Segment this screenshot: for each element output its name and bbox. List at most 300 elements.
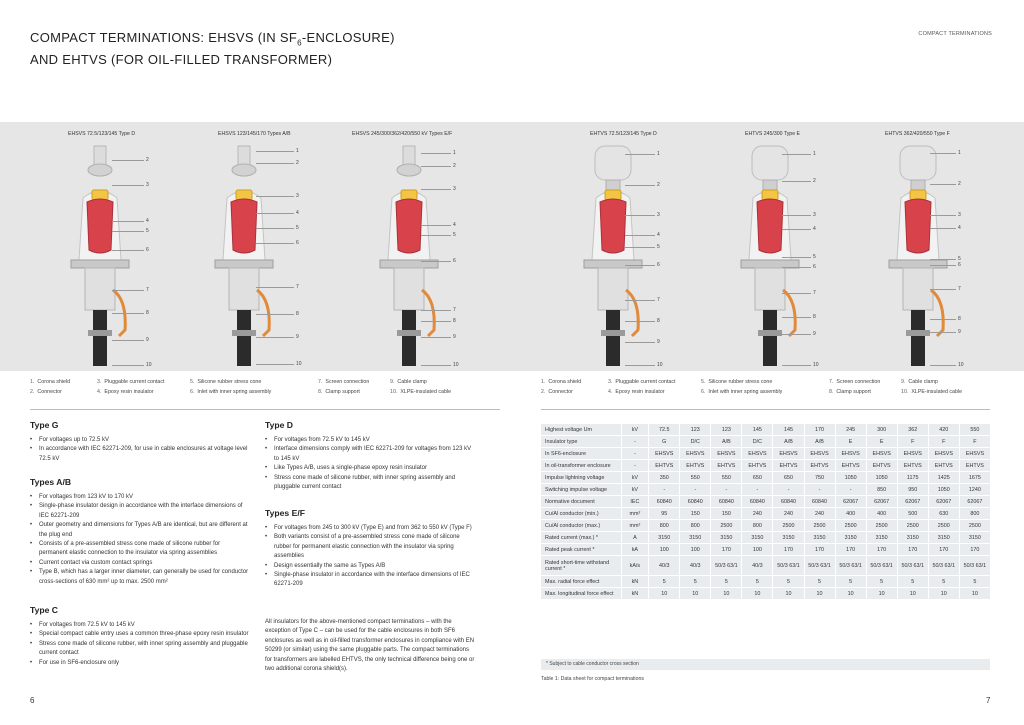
legend-text: Connector (548, 389, 573, 395)
page-title (30, 30, 550, 68)
callout-leader (112, 185, 144, 186)
table-cell: 50/3 63/1 (897, 556, 928, 575)
table-cell: 5 (710, 576, 741, 587)
table-cell: mm² (621, 508, 649, 519)
title-part1: COMPACT TERMINATIONS: EHSVS (IN SF (30, 30, 298, 45)
callout-number: 5 (958, 256, 961, 262)
table-cell: F (897, 436, 928, 447)
callout-leader (782, 267, 811, 268)
cable-clamp-shape (758, 330, 782, 336)
table-cell: 3150 (959, 532, 990, 543)
callout-number: 7 (958, 286, 961, 292)
legend-number: 1. (541, 379, 546, 385)
table-cell: 5 (928, 576, 959, 587)
legend-item (97, 389, 154, 395)
row-label: Cu/Al conductor (min.) (541, 508, 621, 519)
callout-leader (782, 154, 811, 155)
table-cell: 170 (710, 544, 741, 555)
stress-cone-shape (231, 199, 257, 253)
corona-shield-shape (900, 146, 936, 180)
table-cell: 170 (772, 544, 803, 555)
table-cell: 1050 (866, 472, 897, 483)
bullet-item: • Interface dimensions comply with IEC 62271-209 for voltages from 123 kV to 145 kV (265, 445, 477, 464)
table-cell: 62067 (835, 496, 866, 507)
corona-shield-shape (232, 164, 256, 176)
stress-cone-shape (600, 199, 626, 253)
table-cell: 170 (897, 544, 928, 555)
table-cell: 800 (648, 520, 679, 531)
cable-shape (402, 310, 416, 366)
callout-number: 9 (146, 337, 149, 343)
table-cell: 2500 (928, 520, 959, 531)
legend-number: 9. (901, 379, 906, 385)
heading-type-g: Type G (30, 420, 59, 430)
table-cell: 350 (648, 472, 679, 483)
callout-number: 9 (453, 334, 456, 340)
callout-number: 7 (296, 284, 299, 290)
callout-leader (256, 337, 294, 338)
callout-number: 6 (453, 258, 456, 264)
spec-table (541, 423, 990, 600)
heading-types-ef: Types E/F (265, 508, 305, 518)
spring-inlet-shape (903, 268, 933, 310)
table-cell: 5 (959, 576, 990, 587)
callout-number: 6 (958, 262, 961, 268)
row-label: Rated current (max.) * (541, 532, 621, 543)
callout-number: 2 (657, 182, 660, 188)
callout-leader (782, 365, 811, 366)
legend-item (701, 379, 772, 385)
callout-leader (930, 289, 956, 290)
table-cell: 2500 (772, 520, 803, 531)
callout-number: 7 (146, 287, 149, 293)
table-cell: 3150 (928, 532, 959, 543)
callout-leader (421, 321, 451, 322)
callout-leader (625, 265, 655, 266)
callout-leader (782, 257, 811, 258)
list-types-ab (30, 493, 250, 587)
legend-item (97, 379, 165, 385)
table-cell: - (679, 484, 710, 495)
table-cell: 5 (741, 576, 772, 587)
table-cell: EHTVS (897, 460, 928, 471)
bullet-item: • For voltages up to 72.5 kV (30, 436, 250, 445)
callout-leader (112, 313, 144, 314)
callout-number: 9 (813, 331, 816, 337)
callout-leader (112, 160, 144, 161)
callout-number: 8 (146, 310, 149, 316)
table-cell: 950 (897, 484, 928, 495)
callout-number: 3 (296, 193, 299, 199)
callout-leader (421, 310, 451, 311)
table-cell: 2500 (804, 520, 835, 531)
row-label: Max. radial force effect (541, 576, 621, 587)
bullet-item: • Stress cone made of silicone rubber, with inner spring assembly and pluggable current contact (265, 474, 477, 493)
legend-number: 10. (901, 389, 909, 395)
callout-number: 9 (958, 329, 961, 335)
table-cell: kN (621, 588, 649, 599)
table-row (541, 544, 990, 555)
callout-number: 10 (453, 362, 459, 368)
callout-number: 4 (958, 225, 961, 231)
table-cell: 650 (772, 472, 803, 483)
callout-leader (112, 250, 144, 251)
stress-cone-shape (757, 199, 783, 253)
table-cell: kV (621, 472, 649, 483)
bullet-item: • For voltages from 72.5 kV to 145 kV (265, 436, 477, 445)
table-cell: EHSVS (897, 448, 928, 459)
callout-number: 8 (296, 311, 299, 317)
flange-shape (215, 260, 273, 268)
legend-number: 7. (829, 379, 834, 385)
table-cell: 123 (710, 424, 741, 435)
table-cell: EHSVS (928, 448, 959, 459)
bullet-item: • Consists of a pre-assembled stress cone made of silicone rubber for permanent elastic connection to the insulator via spring assemblies (30, 540, 250, 559)
divider-right (541, 409, 990, 410)
legend-number: 2. (30, 389, 35, 395)
table-cell: EHTVS (804, 460, 835, 471)
legend-number: 8. (318, 389, 323, 395)
table-cell: 10 (804, 588, 835, 599)
callout-leader (256, 163, 294, 164)
callout-leader (256, 243, 294, 244)
table-cell: kA (621, 544, 649, 555)
table-cell: EHTVS (772, 460, 803, 471)
callout-leader (782, 293, 811, 294)
legend-item (701, 389, 782, 395)
callout-leader (625, 300, 655, 301)
table-header-row (541, 424, 990, 435)
callout-leader (421, 261, 451, 262)
table-cell: 240 (741, 508, 772, 519)
table-cell: 10 (959, 588, 990, 599)
table-row (541, 436, 990, 447)
table-cell: 550 (710, 472, 741, 483)
heading-type-c: Type C (30, 605, 59, 615)
table-cell: 10 (835, 588, 866, 599)
table-row (541, 508, 990, 519)
callout-leader (421, 235, 451, 236)
legend-text: Cable clamp (397, 379, 427, 385)
corona-shield-shape (397, 164, 421, 176)
table-cell: 3150 (741, 532, 772, 543)
callout-leader (256, 314, 294, 315)
callout-number: 3 (453, 186, 456, 192)
callout-leader (421, 225, 451, 226)
table-cell: 300 (866, 424, 897, 435)
table-cell: EHSVS (741, 448, 772, 459)
callout-number: 2 (958, 181, 961, 187)
table-cell: 550 (679, 472, 710, 483)
cable-shape (93, 310, 107, 366)
callout-number: 7 (813, 290, 816, 296)
callout-leader (421, 189, 451, 190)
callout-number: 4 (296, 210, 299, 216)
table-cell: 170 (866, 544, 897, 555)
table-cell: IEC (621, 496, 649, 507)
heading-type-d: Type D (265, 420, 294, 430)
bullet-item: • For voltages from 72.5 kV to 145 kV (30, 621, 250, 630)
table-row (541, 556, 990, 575)
table-cell: - (648, 484, 679, 495)
table-cell: 3150 (804, 532, 835, 543)
callout-leader (112, 221, 144, 222)
callout-leader (625, 185, 655, 186)
table-cell: 362 (897, 424, 928, 435)
table-cell: 3150 (679, 532, 710, 543)
page-number-left: 6 (30, 696, 35, 705)
legend-text: Connector (37, 389, 62, 395)
table-cell: 2500 (835, 520, 866, 531)
table-cell: A (621, 532, 649, 543)
callout-number: 8 (958, 316, 961, 322)
legend-number: 8. (829, 389, 834, 395)
table-cell: 5 (835, 576, 866, 587)
callout-leader (625, 247, 655, 248)
bullet-item: • In accordance with IEC 62271-209, for use in cable enclosures at voltage level 72.5 kV (30, 445, 250, 464)
table-cell: - (621, 436, 649, 447)
table-cell: 60840 (804, 496, 835, 507)
table-cell: 145 (741, 424, 772, 435)
table-cell: 60840 (710, 496, 741, 507)
table-cell: A/B (710, 436, 741, 447)
table-cell: EHTVS (679, 460, 710, 471)
table-cell: EHTVS (710, 460, 741, 471)
callout-leader (930, 365, 956, 366)
table-cell: 10 (772, 588, 803, 599)
callout-leader (256, 228, 294, 229)
table-row (541, 472, 990, 483)
legend-text: Silicone rubber stress cone (708, 379, 773, 385)
table-cell: 5 (866, 576, 897, 587)
bullet-item: • Like Types A/B, uses a single-phase epoxy resin insulator (265, 464, 477, 473)
table-cell: 10 (648, 588, 679, 599)
table-cell: E (866, 436, 897, 447)
table-cell: D/C (741, 436, 772, 447)
table-row (541, 532, 990, 543)
row-label: Max. longitudinal force effect (541, 588, 621, 599)
table-cell: 400 (866, 508, 897, 519)
table-cell: 95 (648, 508, 679, 519)
bullet-item: • Special compact cable entry uses a common three-phase epoxy resin insulator (30, 630, 250, 639)
table-cell: EHSVS (710, 448, 741, 459)
legend-text: Silicone rubber stress cone (197, 379, 262, 385)
table-cell: 10 (710, 588, 741, 599)
table-row (541, 484, 990, 495)
table-cell: 5 (772, 576, 803, 587)
table-note: * Subject to cable conductor cross section (541, 659, 990, 670)
legend-item (829, 389, 871, 395)
callout-leader (421, 365, 451, 366)
table-cell: - (621, 448, 649, 459)
table-cell: 72.5 (648, 424, 679, 435)
table-cell: 240 (804, 508, 835, 519)
legend-item (190, 379, 261, 385)
callout-leader (782, 334, 811, 335)
callout-leader (930, 332, 956, 333)
table-cell: 150 (710, 508, 741, 519)
table-cell: 40/3 (648, 556, 679, 575)
spring-inlet-shape (394, 268, 424, 310)
table-cell: 850 (866, 484, 897, 495)
callout-number: 5 (657, 244, 660, 250)
running-head: COMPACT TERMINATIONS (918, 31, 992, 37)
callout-number: 5 (146, 228, 149, 234)
row-label: In SF6-enclosure (541, 448, 621, 459)
spring-inlet-shape (755, 268, 785, 310)
callout-leader (625, 321, 655, 322)
table-cell: 800 (959, 508, 990, 519)
table-cell: 145 (772, 424, 803, 435)
table-cell: 550 (959, 424, 990, 435)
table-cell: A/B (804, 436, 835, 447)
legend-item (390, 389, 451, 395)
table-cell: 60840 (679, 496, 710, 507)
table-cell: E (835, 436, 866, 447)
legend-item (901, 379, 938, 385)
table-row (541, 460, 990, 471)
bullet-item: • Single-phase insulator in accordance with the interface dimensions of IEC 62271-209 (265, 571, 477, 590)
cable-clamp-shape (397, 330, 421, 336)
row-label: Insulator type (541, 436, 621, 447)
table-cell: 650 (741, 472, 772, 483)
table-cell: 62067 (959, 496, 990, 507)
table-cell: 800 (741, 520, 772, 531)
callout-leader (782, 215, 811, 216)
table-cell: 170 (928, 544, 959, 555)
legend-text: XLPE-insulated cable (911, 389, 963, 395)
table-cell: EHSVS (648, 448, 679, 459)
table-cell: 50/3 63/1 (772, 556, 803, 575)
table-cell: 3150 (772, 532, 803, 543)
row-label: Switching impulse voltage (541, 484, 621, 495)
callout-leader (930, 228, 956, 229)
table-cell: 1675 (959, 472, 990, 483)
callout-leader (930, 184, 956, 185)
cable-clamp-shape (232, 330, 256, 336)
callout-number: 6 (296, 240, 299, 246)
table-cell: 50/3 63/1 (866, 556, 897, 575)
callout-number: 2 (296, 160, 299, 166)
table-cell: 170 (959, 544, 990, 555)
legend-text: Epoxy resin insulator (104, 389, 154, 395)
stress-cone-shape (396, 199, 422, 253)
table-cell: kA/s (621, 556, 649, 575)
table-cell: 3150 (648, 532, 679, 543)
legend-number: 6. (701, 389, 706, 395)
flange-shape (71, 260, 129, 268)
callout-number: 3 (146, 182, 149, 188)
callout-leader (421, 166, 451, 167)
table-cell: 2500 (866, 520, 897, 531)
table-cell: 1425 (928, 472, 959, 483)
table-cell: 2500 (959, 520, 990, 531)
table-cell: - (772, 484, 803, 495)
cable-clamp-shape (88, 330, 112, 336)
corona-shield-shape (88, 164, 112, 176)
table-cell: 100 (741, 544, 772, 555)
callout-leader (930, 215, 956, 216)
table-cell: 170 (804, 544, 835, 555)
callout-number: 10 (146, 362, 152, 368)
heading-types-ab: Types A/B (30, 477, 72, 487)
table-cell: 3150 (897, 532, 928, 543)
callout-leader (112, 290, 144, 291)
table-cell: - (741, 484, 772, 495)
table-cell: 150 (679, 508, 710, 519)
table-cell: 60840 (741, 496, 772, 507)
table-cell: - (621, 460, 649, 471)
callout-leader (256, 151, 294, 152)
cable-shape (237, 310, 251, 366)
table-cell: EHTVS (741, 460, 772, 471)
table-cell: G (648, 436, 679, 447)
table-cell: EHSVS (804, 448, 835, 459)
table-cell: 10 (866, 588, 897, 599)
row-label: Rated short-time withstand current * (541, 556, 621, 575)
cable-clamp-shape (601, 330, 625, 336)
callout-number: 1 (453, 150, 456, 156)
table-cell: 240 (772, 508, 803, 519)
table-cell: 100 (648, 544, 679, 555)
callout-leader (930, 153, 956, 154)
table-cell: kV (621, 484, 649, 495)
table-cell: 10 (741, 588, 772, 599)
callout-number: 9 (296, 334, 299, 340)
row-label: Impulse lightning voltage (541, 472, 621, 483)
table-caption: Table 1: Data sheet for compact terminations (541, 676, 644, 682)
legend-item (608, 379, 676, 385)
callout-leader (256, 364, 294, 365)
callout-leader (256, 287, 294, 288)
table-cell: EHSVS (866, 448, 897, 459)
callout-number: 1 (657, 151, 660, 157)
table-cell: EHTVS (959, 460, 990, 471)
title-part2: -ENCLOSURE) (301, 30, 395, 45)
table-cell: 5 (897, 576, 928, 587)
legend-item (829, 379, 880, 385)
diagram-label: EHSVS 245/300/362/420/550 kV Types E/F (352, 131, 453, 137)
stress-cone-shape (905, 199, 931, 253)
legend-number: 5. (190, 379, 195, 385)
callout-number: 2 (453, 163, 456, 169)
table-cell: 1050 (928, 484, 959, 495)
legend-text: Corona shield (548, 379, 582, 385)
list-type-g (30, 436, 250, 464)
callout-number: 6 (657, 262, 660, 268)
callout-number: 1 (296, 148, 299, 154)
table-cell: F (928, 436, 959, 447)
table-cell: 750 (804, 472, 835, 483)
callout-number: 7 (453, 307, 456, 313)
table-cell: F (959, 436, 990, 447)
callout-leader (625, 154, 655, 155)
legend-text: Epoxy resin insulator (615, 389, 665, 395)
bullet-item: • Stress cone made of silicone rubber, with inner spring assembly and pluggable current contact (30, 640, 250, 659)
callout-leader (625, 365, 655, 366)
legend-text: Cable clamp (908, 379, 938, 385)
legend-number: 3. (608, 379, 613, 385)
bullet-item: • Both variants consist of a pre-assembled stress cone made of silicone rubber for permanent elastic connection with the insulator via spring assemblies (265, 533, 477, 561)
table-cell: 3150 (866, 532, 897, 543)
table-cell: 3150 (835, 532, 866, 543)
table-cell: 60840 (648, 496, 679, 507)
table-cell: 5 (804, 576, 835, 587)
diagram-label: EHSVS 72.5/123/145 Type D (68, 131, 136, 137)
table-cell: 62067 (866, 496, 897, 507)
corona-shield-shape (752, 146, 788, 180)
callout-leader (782, 317, 811, 318)
